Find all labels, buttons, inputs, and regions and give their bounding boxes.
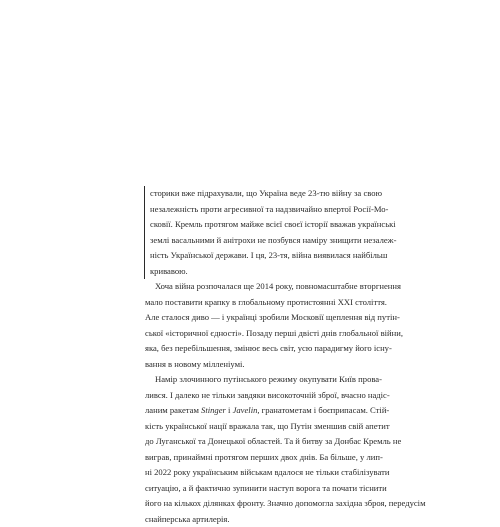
text-line: вання в новому мілленіумі. xyxy=(145,357,382,373)
paragraph-3 xyxy=(145,372,382,527)
text-line: землі васальними й анітрохи не позбувся наміру знищити незалеж- xyxy=(150,233,382,249)
text-line: до Луганської та Донецької областей. Та й битву за Донбас Кремль не xyxy=(145,434,382,450)
text-line: мало поставити крапку в глобальному протистоянні XXI століття. xyxy=(145,295,382,311)
text-line: Але сталося диво — і українці зробили Московії щеплення від путін- xyxy=(145,310,382,326)
opening-paragraph xyxy=(144,186,382,279)
paragraph-2 xyxy=(145,279,382,372)
text-line: ської «історичної єдності». Позаду перші двісті днів глобальної війни, xyxy=(145,326,382,342)
text-line: його на кількох ділянках фронту. Значно допомогла західна зброя, передусім xyxy=(145,496,382,512)
text-line: лився. І далеко не тільки завдяки високоточній зброї, вчасно надіс- xyxy=(145,388,382,404)
text-line: сторики вже підрахували, що Україна веде 23-тю війну за свою xyxy=(150,186,382,202)
text-line: незалежність проти агресивної та надзвичайно впертої Росії-Мо- xyxy=(150,202,382,218)
text-line: ність Української держави. І ця, 23-тя, війна виявилася найбільш xyxy=(150,248,382,264)
text-line: ситуацію, а й фактично зупинити наступ ворога та почати тіснити xyxy=(145,481,382,497)
body-text xyxy=(145,186,382,527)
text-line: Хоча війна розпочалася ще 2014 року, повномасштабне вторгнення xyxy=(145,279,382,295)
text-line: сковії. Кремль протягом майже всієї своєї історії вважав українські xyxy=(150,217,382,233)
text-line: кість української нації вражала так, що Путін зменшив свій апетит xyxy=(145,419,382,435)
text-line: ланим ракетам Stinger і Javelin, гранатометам і боєприпасам. Стій- xyxy=(145,403,382,419)
text-line: снайперська артилерія. xyxy=(145,512,382,527)
text-line: Намір злочинного путінського режиму окупувати Київ прова- xyxy=(145,372,382,388)
text-line: кривавою. xyxy=(150,264,382,280)
text-line: виграв, принаймні протягом перших двох днів. Ба більше, у лип- xyxy=(145,450,382,466)
text-line: ні 2022 року українським військам вдалося не тільки стабілізувати xyxy=(145,465,382,481)
text-line: яка, без перебільшення, змінює весь світ, усю парадигму його існу- xyxy=(145,341,382,357)
